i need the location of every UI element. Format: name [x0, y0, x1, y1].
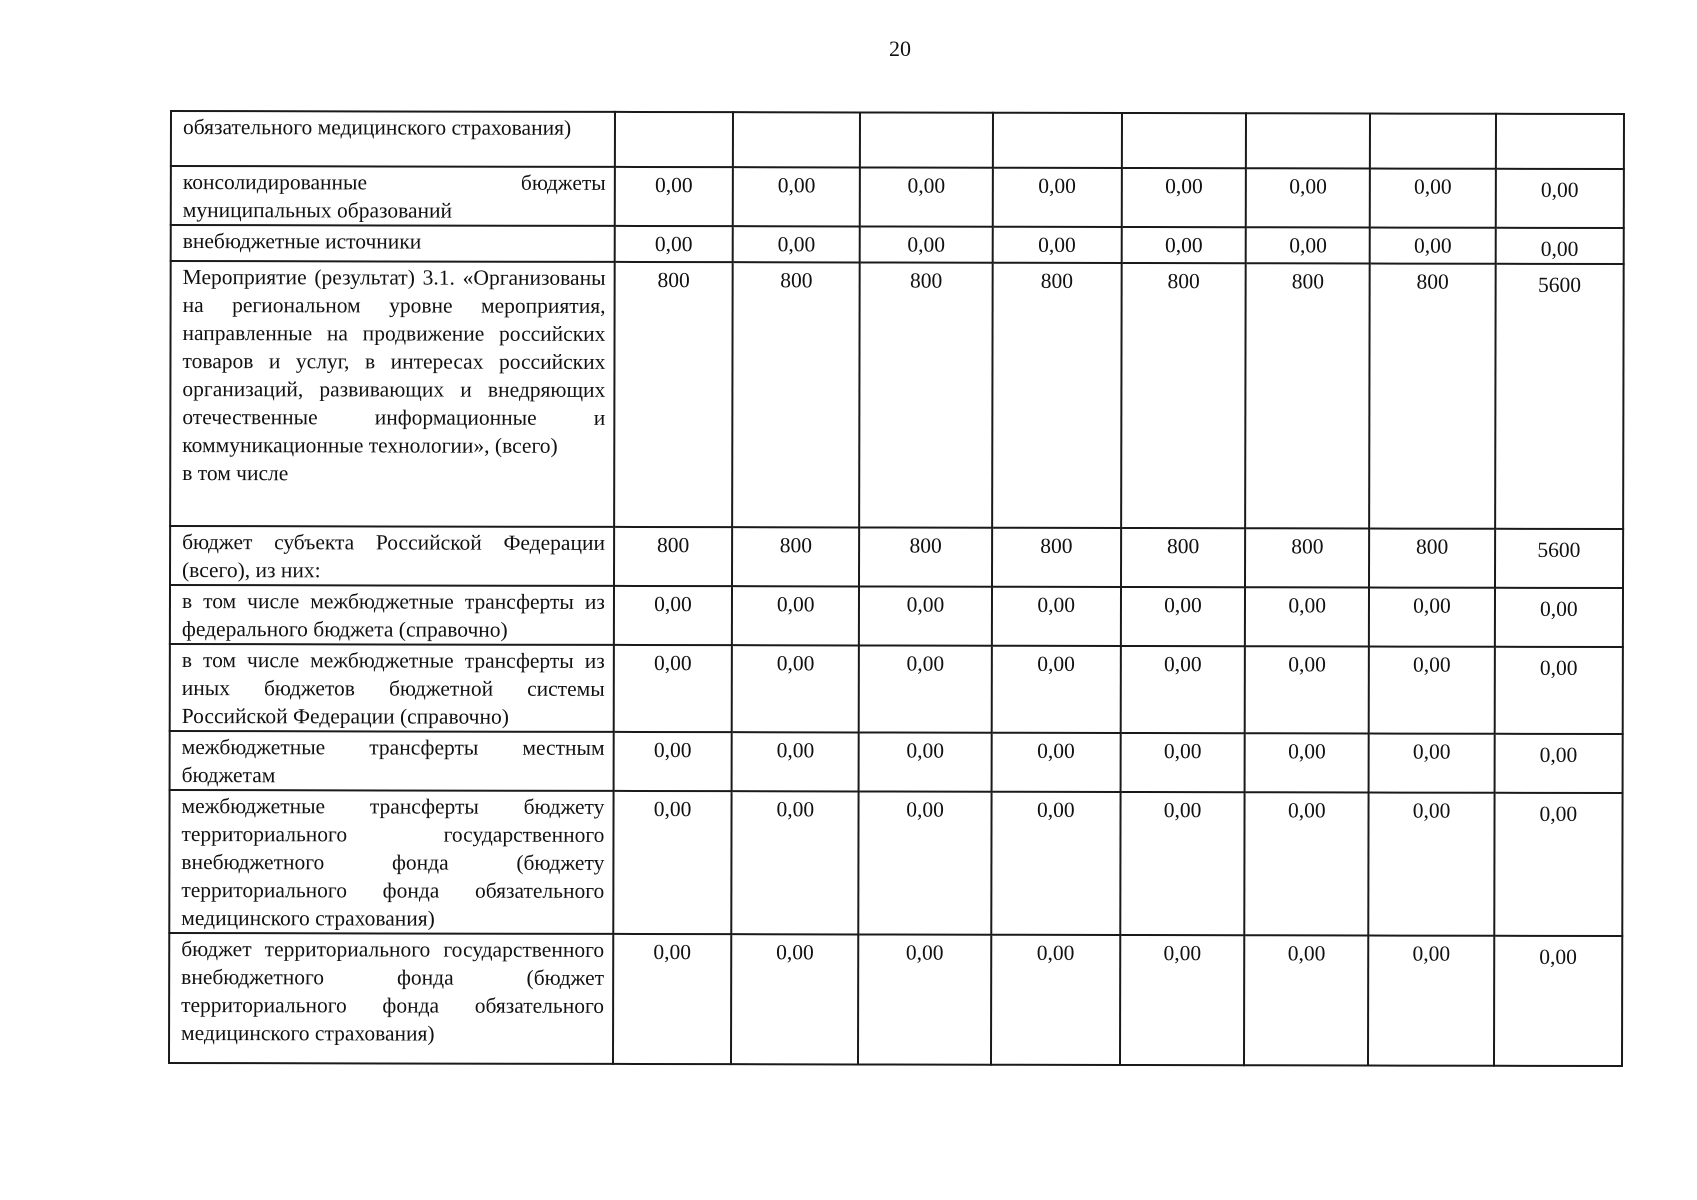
year-value-cell: 0,00	[991, 792, 1121, 935]
year-value-cell: 0,00	[859, 645, 991, 732]
year-value-cell: 0,00	[859, 791, 992, 934]
year-value-cell	[733, 112, 860, 167]
total-value-cell: 5600	[1495, 529, 1623, 588]
row-label: в том числе межбюджетные трансферты из иных бюджетов бюджетной системы Российской Федерации (справочно)	[181, 648, 605, 729]
year-value-cell: 0,00	[731, 934, 859, 1064]
year-value-cell: 0,00	[1244, 792, 1369, 935]
year-value-cell: 0,00	[615, 226, 733, 262]
row-label-cell	[170, 585, 614, 645]
year-value-cell: 0,00	[615, 167, 733, 226]
year-value-cell: 0,00	[1245, 733, 1369, 792]
row-label: внебюджетные источники	[182, 229, 422, 254]
table-row	[169, 790, 1622, 936]
row-label-cell	[169, 790, 613, 934]
row-label: бюджет территориального государственного внебюджетного фонда (бюджет территориального фонда обязательного медицинского страхования)	[181, 937, 605, 1046]
row-label-cell	[171, 225, 615, 262]
row-label: межбюджетные трансферты местным бюджетам	[181, 735, 605, 788]
year-value-cell: 0,00	[991, 733, 1120, 792]
year-value-cell: 800	[732, 527, 859, 586]
table-row	[169, 933, 1622, 1066]
table-body	[169, 111, 1624, 1066]
row-label: Мероприятие (результат) 3.1. «Организованы на региональном уровне мероприятия, направленные на продвижение российских товаров и услуг, в интересах российских организаций, развивающих и внедряющих отечественные информационные и коммуникационные технологии», (всего)	[182, 265, 606, 458]
year-value-cell: 800	[1121, 263, 1246, 528]
year-value-cell: 0,00	[991, 935, 1121, 1065]
year-value-cell: 0,00	[992, 227, 1121, 263]
page-number: 20	[889, 36, 911, 61]
total-value-cell: 0,00	[1495, 588, 1623, 647]
year-value-cell: 0,00	[1122, 168, 1246, 227]
year-value-cell: 0,00	[1244, 935, 1369, 1065]
year-value-cell: 800	[614, 527, 732, 586]
row-label-cell	[171, 166, 615, 226]
year-value-cell: 800	[859, 527, 991, 586]
year-value-cell: 0,00	[1369, 734, 1494, 793]
year-value-cell: 0,00	[858, 934, 991, 1064]
row-label-cell	[170, 644, 614, 732]
year-value-cell: 800	[860, 262, 993, 527]
year-value-cell: 0,00	[859, 732, 991, 791]
year-value-cell: 800	[1245, 263, 1370, 528]
year-value-cell: 0,00	[733, 167, 860, 226]
table-row	[170, 261, 1624, 529]
year-value-cell: 0,00	[1369, 647, 1494, 734]
total-value-cell	[1496, 114, 1624, 169]
table-row	[171, 166, 1624, 228]
year-value-cell: 0,00	[732, 645, 859, 732]
row-label-cell	[170, 526, 614, 586]
year-value-cell: 0,00	[1122, 227, 1246, 263]
year-value-cell: 0,00	[1120, 733, 1244, 792]
table-row	[170, 644, 1623, 734]
year-value-cell: 0,00	[614, 586, 732, 645]
year-value-cell: 0,00	[860, 226, 992, 262]
row-label-cell	[169, 933, 613, 1064]
year-value-cell: 0,00	[613, 934, 732, 1064]
year-value-cell: 0,00	[1121, 587, 1245, 646]
year-value-cell: 0,00	[731, 791, 859, 934]
year-value-cell: 0,00	[613, 791, 732, 934]
year-value-cell: 800	[732, 262, 860, 527]
year-value-cell: 0,00	[1120, 792, 1245, 935]
year-value-cell: 0,00	[860, 167, 992, 226]
year-value-cell: 0,00	[1369, 793, 1495, 936]
total-value-cell: 0,00	[1494, 647, 1623, 734]
row-label: бюджет субъекта Российской Федерации (всего), из них:	[182, 530, 606, 583]
year-value-cell: 0,00	[614, 645, 732, 732]
total-value-cell: 0,00	[1494, 734, 1622, 793]
year-value-cell: 0,00	[1246, 227, 1370, 263]
year-value-cell: 0,00	[1368, 936, 1494, 1066]
year-value-cell	[860, 112, 992, 167]
year-value-cell: 800	[1370, 264, 1496, 529]
row-label-cell	[171, 111, 615, 167]
table-row	[170, 526, 1623, 588]
budget-table	[168, 110, 1625, 1067]
year-value-cell	[1122, 113, 1246, 168]
year-value-cell: 0,00	[1370, 169, 1495, 228]
year-value-cell: 800	[1245, 528, 1369, 587]
row-label-cell	[170, 261, 614, 527]
table-row	[171, 111, 1624, 169]
total-value-cell: 0,00	[1494, 793, 1623, 936]
year-value-cell: 800	[992, 263, 1122, 528]
year-value-cell: 0,00	[992, 168, 1121, 227]
total-value-cell: 0,00	[1495, 228, 1623, 264]
total-value-cell: 0,00	[1494, 936, 1623, 1066]
table-row	[170, 585, 1623, 647]
total-value-cell: 0,00	[1495, 169, 1623, 228]
year-value-cell: 0,00	[859, 586, 991, 645]
year-value-cell: 0,00	[992, 587, 1121, 646]
year-value-cell: 0,00	[1246, 168, 1370, 227]
year-value-cell: 0,00	[733, 226, 860, 262]
row-label: межбюджетные трансферты бюджету территориального государственного внебюджетного фонда (бюджету территориального фонда обязательного медицинского страхования)	[181, 794, 605, 931]
year-value-cell: 0,00	[1121, 646, 1245, 733]
year-value-cell: 800	[1369, 529, 1494, 588]
year-value-cell: 0,00	[1370, 228, 1495, 264]
row-label: в том числе межбюджетные трансферты из федерального бюджета (справочно)	[181, 589, 605, 642]
table-row	[170, 731, 1623, 793]
year-value-cell: 0,00	[1245, 587, 1369, 646]
year-value-cell	[615, 112, 733, 167]
row-label-cell	[170, 731, 614, 791]
row-label: в том числе	[182, 461, 289, 486]
year-value-cell	[1370, 114, 1495, 169]
year-value-cell: 0,00	[1120, 935, 1245, 1065]
year-value-cell: 0,00	[1369, 588, 1494, 647]
year-value-cell: 0,00	[991, 646, 1120, 733]
year-value-cell: 800	[992, 528, 1121, 587]
year-value-cell: 800	[1121, 528, 1245, 587]
year-value-cell: 0,00	[613, 732, 731, 791]
year-value-cell: 800	[614, 262, 733, 527]
total-value-cell: 5600	[1495, 264, 1624, 529]
year-value-cell	[1246, 113, 1370, 168]
row-label: консолидированные бюджеты муниципальных образований	[182, 170, 606, 223]
table-row	[171, 225, 1624, 264]
year-value-cell: 0,00	[732, 586, 859, 645]
row-label: обязательного медицинского страхования)	[182, 115, 572, 140]
year-value-cell	[993, 113, 1122, 168]
year-value-cell: 0,00	[732, 732, 859, 791]
year-value-cell: 0,00	[1245, 646, 1369, 733]
